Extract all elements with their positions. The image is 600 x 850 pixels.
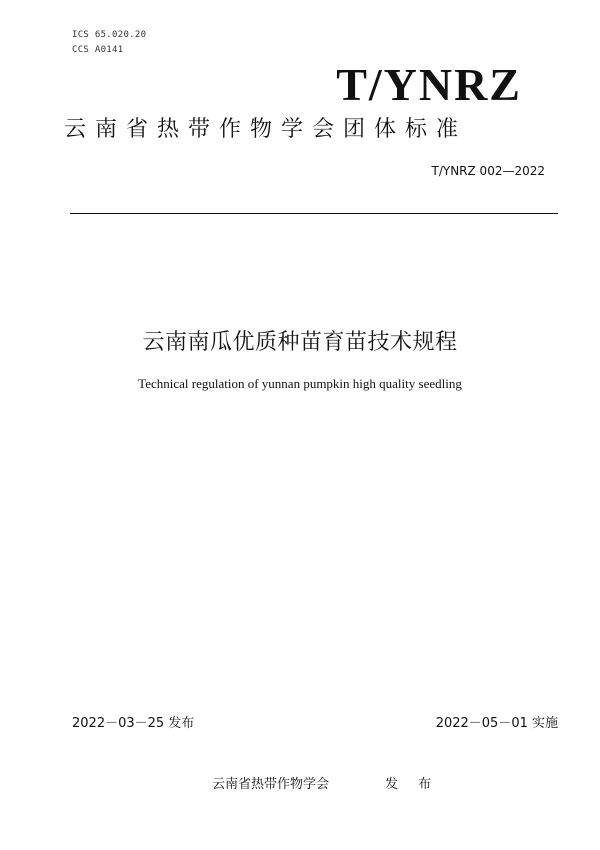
ccs-code: CCS A0141 xyxy=(72,45,124,55)
standard-number: T/YNRZ 002—2022 xyxy=(431,164,545,178)
publish-label: 发 布 xyxy=(385,777,440,792)
publisher-name: 云南省热带作物学会 xyxy=(212,777,330,792)
ics-code: ICS 65.020.20 xyxy=(72,30,147,40)
implementation-date: 2022－05－01 实施 xyxy=(435,716,558,731)
standard-logo: T/YNRZ xyxy=(336,59,522,110)
issue-date: 2022－03－25 发布 xyxy=(72,716,195,731)
header-divider xyxy=(70,213,558,214)
document-title-english: Technical regulation of yunnan pumpkin high quality seedling xyxy=(138,376,462,391)
document-title-chinese: 云南南瓜优质种苗育苗技术规程 xyxy=(142,330,458,355)
organization-standard-title: 云南省热带作物学会团体标准 xyxy=(64,117,468,142)
